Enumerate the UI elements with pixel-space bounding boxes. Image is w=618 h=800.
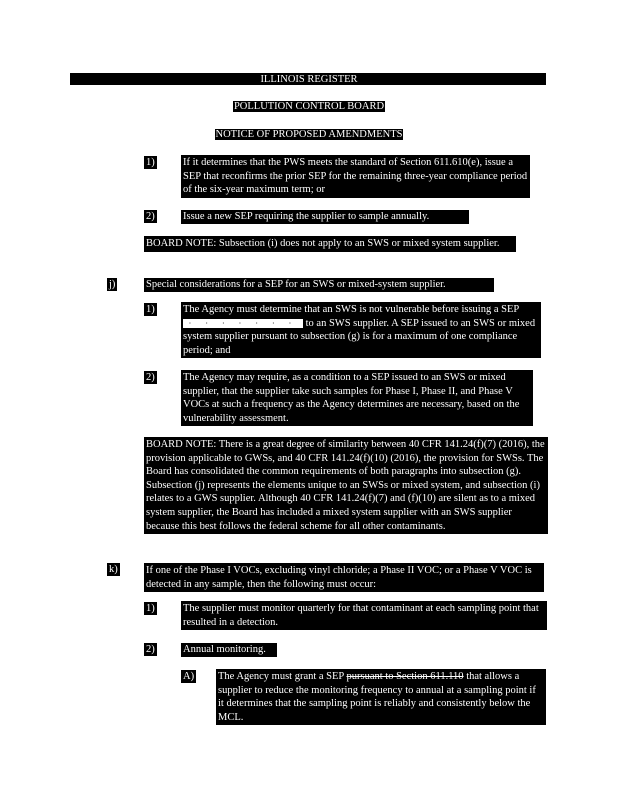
item-text-j1-a: The Agency must determine that an SWS is not vulnerable before issuing a SEP xyxy=(183,304,519,315)
item-marker-a1: 1) xyxy=(146,157,155,168)
item-marker-k: k) xyxy=(109,564,118,575)
item-marker-j: j) xyxy=(109,279,116,290)
item-text-j1-b: to an SWS supplier. A SEP issued to an SWS or mixed system supplier pursuant to subsection (g) is for a maximum of one compliance period; and xyxy=(183,317,536,356)
item-marker-k1: 1) xyxy=(146,603,155,614)
struck-text: pursuant to Section 611.110 xyxy=(346,671,464,682)
item-text-j: Special considerations for a SEP for an SWS or mixed-system supplier. xyxy=(144,278,494,292)
notice-title xyxy=(0,128,618,141)
board-note-1: BOARD NOTE: Subsection (i) does not apply to an SWS or mixed system supplier. xyxy=(144,236,516,252)
item-text-j2: The Agency may require, as a condition to a SEP issued to an SWS or mixed supplier, that the supplier take such samples for Phase I, Phase II, and Phase V VOCs at such a frequency as the Agency determines are necessary, based on the vulnerability assessment. xyxy=(181,370,533,426)
item-text-k1: The supplier must monitor quarterly for that contaminant at each sampling point that resulted in a detection. xyxy=(181,601,547,630)
item-text-k2: Annual monitoring. xyxy=(181,643,277,657)
board-title xyxy=(0,100,618,113)
item-text-kA-a: The Agency must grant a SEP xyxy=(218,671,344,682)
item-text-k: If one of the Phase I VOCs, excluding vinyl chloride; a Phase II VOC; or a Phase V VOC is detected in any sample, then the following must occur: xyxy=(144,563,544,592)
board-title-text: POLLUTION CONTROL BOARD xyxy=(233,101,385,112)
redacted-gap: · · · · · · · xyxy=(183,319,303,328)
item-marker-j2: 2) xyxy=(146,372,155,383)
board-note-2: BOARD NOTE: There is a great degree of similarity between 40 CFR 141.24(f)(7) (2016), the provision applicable to GWSs, and 40 CFR 141.24(f)(10) (2016), the provision for SWSs. The Board has consolidated the common requirements of both paragraphs into subsection (g). Subsection (j) represents the elements unique to an SWSs or mixed system, and subsection (i) relates to a GWS supplier. Although 40 CFR 141.24(f)(7) and (f)(10) are silent as to a mixed system supplier, the Board has included a mixed system supplier with an SWS supplier because this best follows the federal scheme for all other contaminants. xyxy=(144,437,548,534)
register-title: ILLINOIS REGISTER xyxy=(260,74,358,85)
item-marker-k2: 2) xyxy=(146,644,155,655)
item-marker-j1: 1) xyxy=(146,304,155,315)
item-marker-a2: 2) xyxy=(146,211,155,222)
item-text-kA xyxy=(216,669,546,725)
notice-title-text: NOTICE OF PROPOSED AMENDMENTS xyxy=(215,129,403,140)
item-marker-kA: A) xyxy=(183,671,195,682)
item-text-j1 xyxy=(181,302,541,358)
item-text-kA-b: that allows a supplier to reduce the monitoring frequency to annual at a sampling point if it determines that the sampling point is reliably and consistently below the MCL. xyxy=(218,671,536,723)
item-text-a2: Issue a new SEP requiring the supplier to sample annually. xyxy=(181,210,469,224)
item-text-a1: If it determines that the PWS meets the standard of Section 611.610(e), issue a SEP that reconfirms the prior SEP for the remaining three-year compliance period of the six-year maximum term; or xyxy=(181,155,530,198)
